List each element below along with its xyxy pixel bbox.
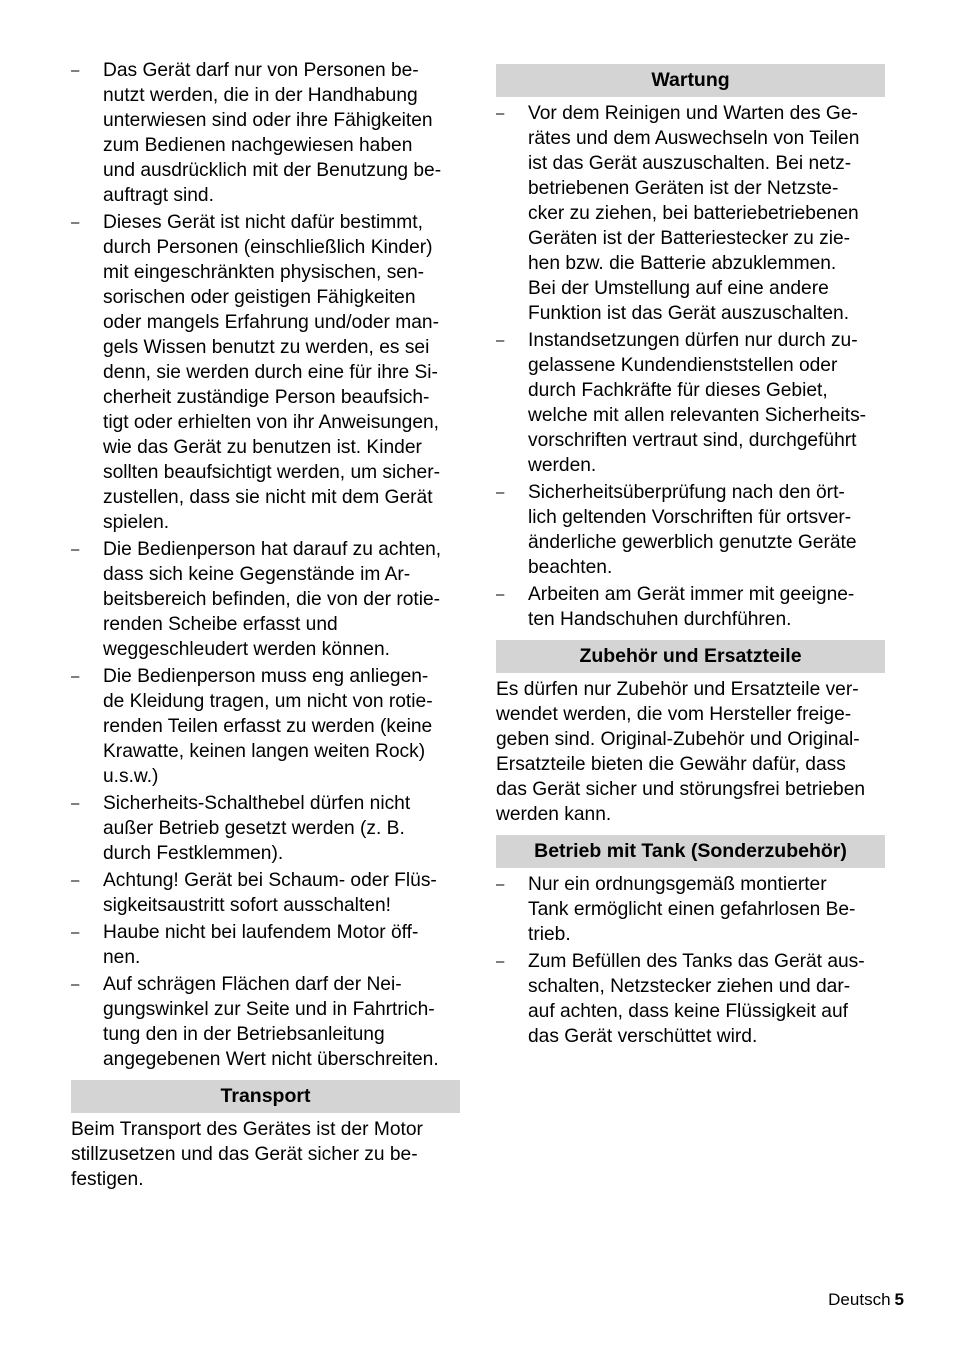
list-item (71, 210, 460, 535)
dash-bullet: – (496, 105, 505, 122)
left-column (71, 58, 460, 1200)
list-item-text: Nur ein ordnungsgemäß montierter Tank ermöglicht einen gefahrlosen Be- trieb. (528, 874, 856, 945)
list-item (496, 480, 885, 580)
list-item-text: Das Gerät darf nur von Personen be- nutzt werden, die in der Handhabung unterwiesen sind oder ihre Fähigkeiten zum Bedienen nachgewiesen haben und ausdrücklich mit der Benutzung be- auftragt sind. (103, 60, 442, 206)
dash-bullet: – (71, 872, 80, 889)
dash-bullet: – (496, 484, 505, 501)
section-heading-tank: Betrieb mit Tank (Sonderzubehör) (496, 835, 885, 868)
safety-list (71, 58, 460, 1072)
dash-bullet: – (496, 586, 505, 603)
dash-bullet: – (71, 795, 80, 812)
dash-bullet: – (71, 924, 80, 941)
dash-bullet: – (496, 876, 505, 893)
transport-paragraph: Beim Transport des Gerätes ist der Motor stillzusetzen und das Gerät sicher zu be- festigen. (71, 1119, 423, 1190)
list-item (71, 868, 460, 918)
list-item-text: Die Bedienperson muss eng anliegen- de Kleidung tragen, um nicht von rotie- renden Teilen erfasst zu werden (keine Krawatte, keinen langen weiten Rock) u.s.w.) (103, 666, 433, 787)
list-item-text: Vor dem Reinigen und Warten des Ge- rätes und dem Auswechseln von Teilen ist das Gerät auszuschalten. Bei netz- betriebenen Geräten ist der Netzste- cker zu ziehen, bei batteriebetriebenen Geräten ist der Batteriestecker zu zie- hen bzw. die Batterie abzuklemmen. Bei der Umstellung auf eine andere Funktion ist das Gerät auszuschalten. (528, 103, 860, 324)
dash-bullet: – (71, 214, 80, 231)
list-item-text: Die Bedienperson hat darauf zu achten, dass sich keine Gegenstände im Ar- beitsbereich befinden, die von der rotie- renden Scheibe erfasst und weggeschleudert werden können. (103, 539, 442, 660)
list-item (71, 920, 460, 970)
dash-bullet: – (71, 541, 80, 558)
page-number: 5 (894, 1290, 904, 1309)
list-item (496, 101, 885, 326)
list-item-text: Auf schrägen Flächen darf der Nei- gungswinkel zur Seite und in Fahrtrich- tung den in der Betriebsanleitung angegebenen Wert nicht überschreiten. (103, 974, 439, 1070)
list-item-text: Haube nicht bei laufendem Motor öff- nen. (103, 922, 419, 968)
dash-bullet: – (71, 976, 80, 993)
list-item (496, 582, 885, 632)
section-heading-zubehoer: Zubehör und Ersatzteile (496, 640, 885, 673)
section-heading-transport: Transport (71, 1080, 460, 1113)
list-item (496, 949, 885, 1049)
list-item (71, 791, 460, 866)
list-item (71, 537, 460, 662)
dash-bullet: – (71, 62, 80, 79)
right-column (496, 58, 885, 1051)
section-heading-wartung: Wartung (496, 64, 885, 97)
tank-list (496, 872, 885, 1049)
dash-bullet: – (71, 668, 80, 685)
footer-language: Deutsch (828, 1290, 891, 1309)
list-item-text: Sicherheits-Schalthebel dürfen nicht außer Betrieb gesetzt werden (z. B. durch Festklemmen). (103, 793, 411, 864)
dash-bullet: – (496, 332, 505, 349)
page-footer (828, 1288, 904, 1312)
list-item (71, 664, 460, 789)
list-item-text: Dieses Gerät ist nicht dafür bestimmt, durch Personen (einschließlich Kinder) mit eingeschränkten physischen, sen- sorischen oder geistigen Fähigkeiten oder mangels Erfahrung und/oder man- gels Wissen benutzt zu werden, es sei denn, sie werden durch eine für ihre Si- cherheit zuständige Person beaufsich- tigt oder erhielten von ihr Anweisungen, wie das Gerät zu benutzen ist. Kinder sollten beaufsichtigt werden, um sicher- zustellen, dass sie nicht mit dem Gerät spielen. (103, 212, 441, 533)
list-item-text: Zum Befüllen des Tanks das Gerät aus- schalten, Netzstecker ziehen und dar- auf achten, dass keine Flüssigkeit auf das Gerät verschüttet wird. (528, 951, 865, 1047)
list-item (496, 872, 885, 947)
list-item (71, 58, 460, 208)
list-item-text: Sicherheitsüberprüfung nach den ört- lich geltenden Vorschriften für ortsver- änderliche gewerblich genutzte Geräte beachten. (528, 482, 857, 578)
list-item-text: Instandsetzungen dürfen nur durch zu- gelassene Kundendienststellen oder durch Fachkräfte für dieses Gebiet, welche mit allen relevanten Sicherheits- vorschriften vertraut sind, durchgeführt werden. (528, 330, 867, 476)
list-item-text: Achtung! Gerät bei Schaum- oder Flüs- sigkeitsaustritt sofort ausschalten! (103, 870, 437, 916)
list-item (71, 972, 460, 1072)
zubehoer-paragraph: Es dürfen nur Zubehör und Ersatzteile ver- wendet werden, die vom Hersteller freige- geben sind. Original-Zubehör und Original- Ersatzteile bieten die Gewähr dafür, dass das Gerät sicher und störungsfrei betrieben werden kann. (496, 679, 866, 825)
list-item (496, 328, 885, 478)
list-item-text: Arbeiten am Gerät immer mit geeigne- ten Handschuhen durchführen. (528, 584, 855, 630)
wartung-list (496, 101, 885, 632)
dash-bullet: – (496, 953, 505, 970)
